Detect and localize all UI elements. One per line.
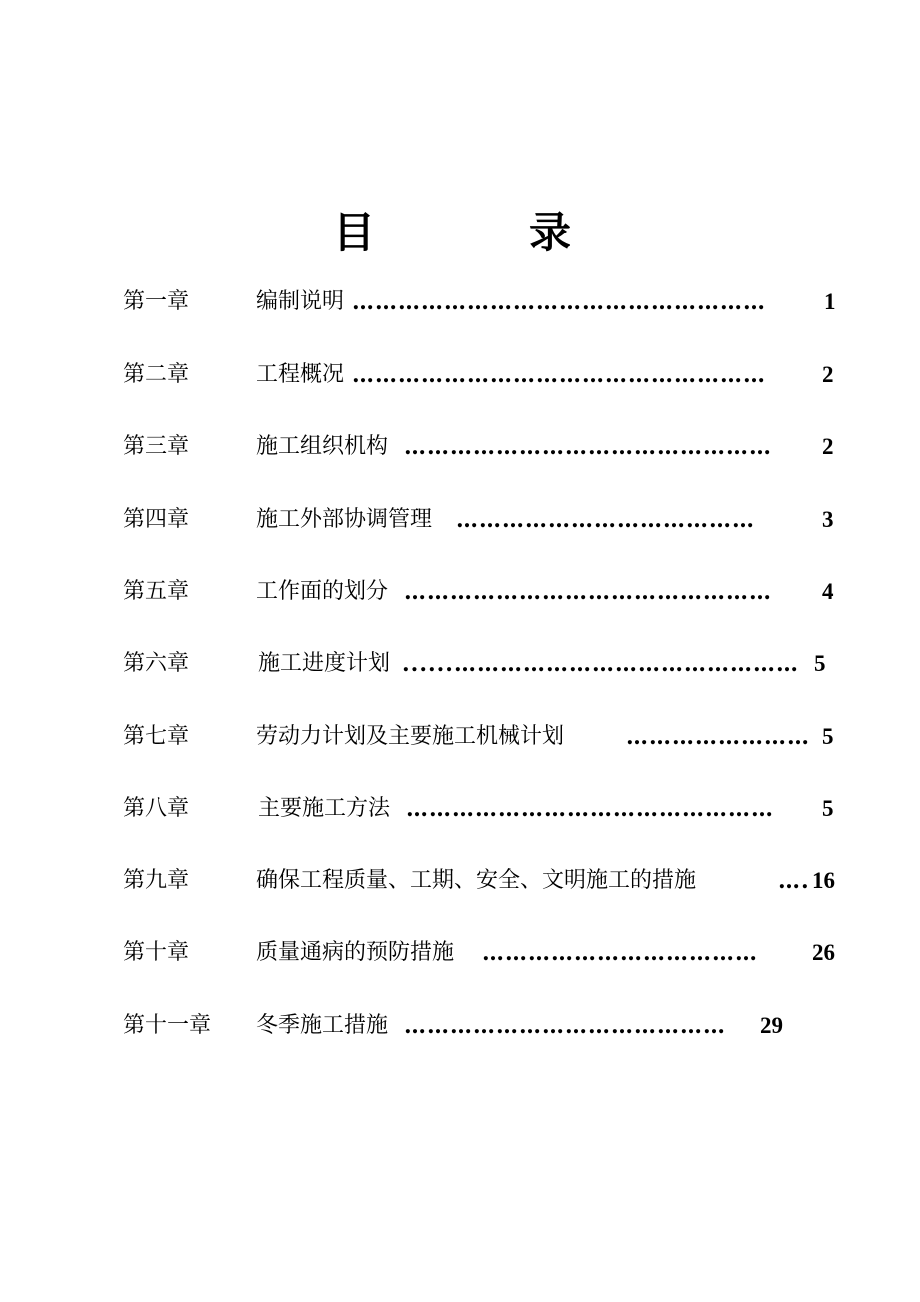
toc-page: 4 [822,579,834,604]
page-title: 目 录 [332,208,627,257]
toc-page: 16 [812,868,835,893]
toc-entry[interactable] [0,575,920,609]
toc-chapter: 第九章 [123,868,190,893]
toc-page: 2 [822,434,834,459]
toc-entry[interactable] [0,792,920,826]
toc-leader: ……………………………………………… [352,289,766,315]
toc-entry[interactable] [0,936,920,970]
toc-chapter: 第五章 [123,579,190,604]
toc-entry[interactable] [0,503,920,537]
toc-title: 施工进度计划 [258,651,391,676]
toc-page: 26 [812,940,835,965]
toc-page: 3 [822,507,834,532]
toc-entry[interactable] [0,430,920,464]
toc-entry[interactable] [0,720,920,754]
toc-entry[interactable] [0,864,920,898]
toc-title: 主要施工方法 [258,796,391,821]
toc-leader: ......……………………………………… [402,651,799,677]
toc-title: 施工外部协调管理 [256,507,433,532]
toc-leader: ……………………………… [482,940,758,966]
toc-entry[interactable] [0,647,920,681]
toc-leader: ………………………………………… [404,434,772,460]
toc-leader: ………………………………………… [404,579,772,605]
toc-chapter: 第十一章 [123,1013,212,1038]
toc-leader: ………………………………… [456,507,755,533]
toc-chapter: 第六章 [123,651,190,676]
toc-title: 工作面的划分 [256,579,389,604]
toc-chapter: 第三章 [123,434,190,459]
toc-page: 5 [822,796,834,821]
toc-entry[interactable] [0,358,920,392]
toc-chapter: 第十章 [123,940,190,965]
toc-page: 5 [822,724,834,749]
toc-title: 质量通病的预防措施 [256,940,455,965]
toc-page: 2 [822,362,834,387]
toc-leader: ……………………………………………… [352,362,766,388]
toc-leader: …. [778,868,810,894]
toc-title: 工程概况 [256,362,345,387]
toc-page: 1 [824,289,836,314]
toc-leader: …………………… [626,724,810,750]
toc-chapter: 第四章 [123,507,190,532]
toc-leader: …………………………………… [404,1013,726,1039]
toc-entry[interactable] [0,1009,920,1043]
toc-page: 29 [760,1013,783,1038]
toc-title: 施工组织机构 [256,434,389,459]
toc-chapter: 第一章 [123,289,190,314]
toc-leader: ………………………………………… [406,796,774,822]
toc-chapter: 第二章 [123,362,190,387]
toc-entry[interactable] [0,285,920,319]
toc-title: 确保工程质量、工期、安全、文明施工的措施 [256,868,697,893]
toc-chapter: 第七章 [123,724,190,749]
toc-title: 冬季施工措施 [256,1013,389,1038]
toc-title: 劳动力计划及主要施工机械计划 [256,724,565,749]
toc-chapter: 第八章 [123,796,190,821]
toc-title: 编制说明 [256,289,345,314]
toc-page: 5 [814,651,826,676]
